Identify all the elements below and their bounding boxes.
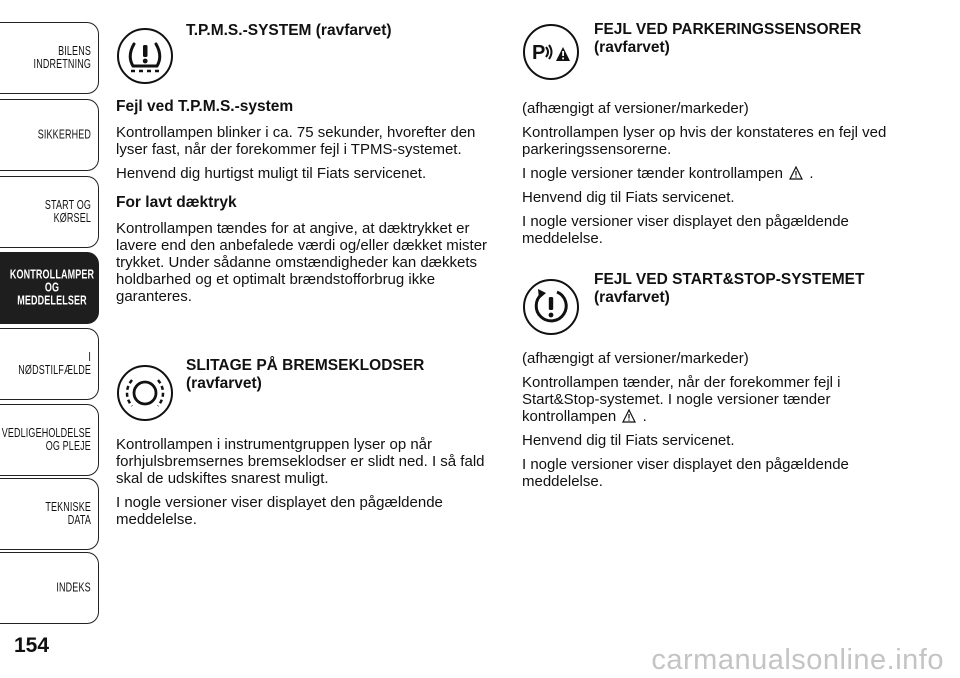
tab-label: SIKKERHED (37, 127, 91, 142)
parking-title (594, 21, 861, 57)
svg-text:P: P (532, 42, 546, 64)
brake-display: I nogle versioner viser displayet den pågældende meddelelse. (116, 494, 443, 528)
tab-label: VEDLIGEHOLDELSE OG PLEJE (1, 426, 91, 453)
start-stop-display: I nogle versioner viser displayet den pågældende meddelelse. (522, 456, 849, 490)
start-stop-icon (522, 278, 580, 340)
warning-triangle-icon (789, 166, 803, 180)
tpms-fault-text: Kontrollampen blinker i ca. 75 sekunder, hvorefter den lyser fast, når der forekommer fejl i TPMS-systemet. (116, 124, 476, 158)
brake-text: Kontrollampen i instrumentgruppen lyser op når forhjulsbremsernes bremseklodser er slidt ned. I så fald skal de udskiftes snarest muligt. (116, 436, 485, 487)
tpms-fault-heading: Fejl ved T.P.M.S.-system (116, 98, 294, 115)
start-stop-text-end: . (642, 408, 647, 425)
tpms-title: T.P.M.S.-SYSTEM (ravfarvet) (186, 22, 392, 39)
tab-kontrollamper[interactable] (0, 252, 99, 324)
brake-title-line2: (ravfarvet) (186, 375, 262, 392)
tab-label: TEKNISKE DATA (45, 500, 91, 527)
start-stop-title (594, 271, 864, 307)
parking-display: I nogle versioner viser displayet den pågældende meddelelse. (522, 213, 849, 247)
tab-vedligeholdelse[interactable] (0, 404, 99, 476)
low-pressure-heading: For lavt dæktryk (116, 194, 237, 211)
parking-title-line2: (ravfarvet) (594, 39, 670, 56)
parking-some-text: I nogle versioner tænder kontrollampen (522, 165, 783, 182)
brake-title (186, 357, 424, 393)
start-stop-contact: Henvend dig til Fiats servicenet. (522, 432, 735, 449)
tpms-fault-contact: Henvend dig hurtigst muligt til Fiats servicenet. (116, 165, 427, 182)
tab-i-nodstilfaelde[interactable] (0, 328, 99, 400)
tpms-icon (116, 27, 174, 89)
start-stop-versions: (afhængigt af versioner/markeder) (522, 350, 749, 367)
tab-label: BILENS INDRETNING (33, 44, 91, 71)
tab-start-og-korsel[interactable] (0, 176, 99, 248)
start-stop-text-body: Kontrollampen tænder, når der forekommer fejl i Start&Stop-systemet. I nogle versioner tænder kontrollampen (522, 374, 841, 425)
start-stop-title-line2: (ravfarvet) (594, 289, 670, 306)
parking-some-versions (522, 165, 907, 182)
tab-label: I NØDSTILFÆLDE (18, 350, 92, 377)
parking-title-line1: FEJL VED PARKERINGSSENSORER (594, 21, 862, 38)
tab-tekniske-data[interactable] (0, 478, 99, 550)
tab-label: INDEKS (56, 580, 91, 595)
brake-pad-icon (116, 364, 174, 426)
tab-bilens-indretning[interactable] (0, 22, 99, 94)
tab-label: START OG KØRSEL (44, 198, 91, 225)
parking-contact: Henvend dig til Fiats servicenet. (522, 189, 735, 206)
parking-versions: (afhængigt af versioner/markeder) (522, 100, 749, 117)
tab-label: KONTROLLAMPER OG MEDDELELSER (9, 267, 94, 308)
start-stop-text (522, 374, 907, 425)
parking-text: Kontrollampen lyser op hvis der konstateres en fejl ved parkeringssensorerne. (522, 124, 887, 158)
start-stop-title-line1: FEJL VED START&STOP-SYSTEMET (594, 271, 865, 288)
parking-some-end: . (809, 165, 814, 182)
tab-sikkerhed[interactable] (0, 99, 99, 171)
low-pressure-text: Kontrollampen tændes for at angive, at dæktrykket er lavere end den anbefalede værdi og/eller dækket mister trykket. Under sådanne omstændigheder kan dækkets holdbarhed og et optimalt brændstofforbrug ikke garanteres. (116, 220, 488, 305)
tab-indeks[interactable] (0, 552, 99, 624)
brake-title-line1: SLITAGE PÅ BREMSEKLODSER (186, 357, 425, 374)
warning-triangle-icon (622, 409, 636, 423)
parking-sensor-icon (522, 23, 580, 85)
page-number: 154 (14, 634, 50, 657)
watermark: carmanualsonline.info (651, 644, 944, 676)
